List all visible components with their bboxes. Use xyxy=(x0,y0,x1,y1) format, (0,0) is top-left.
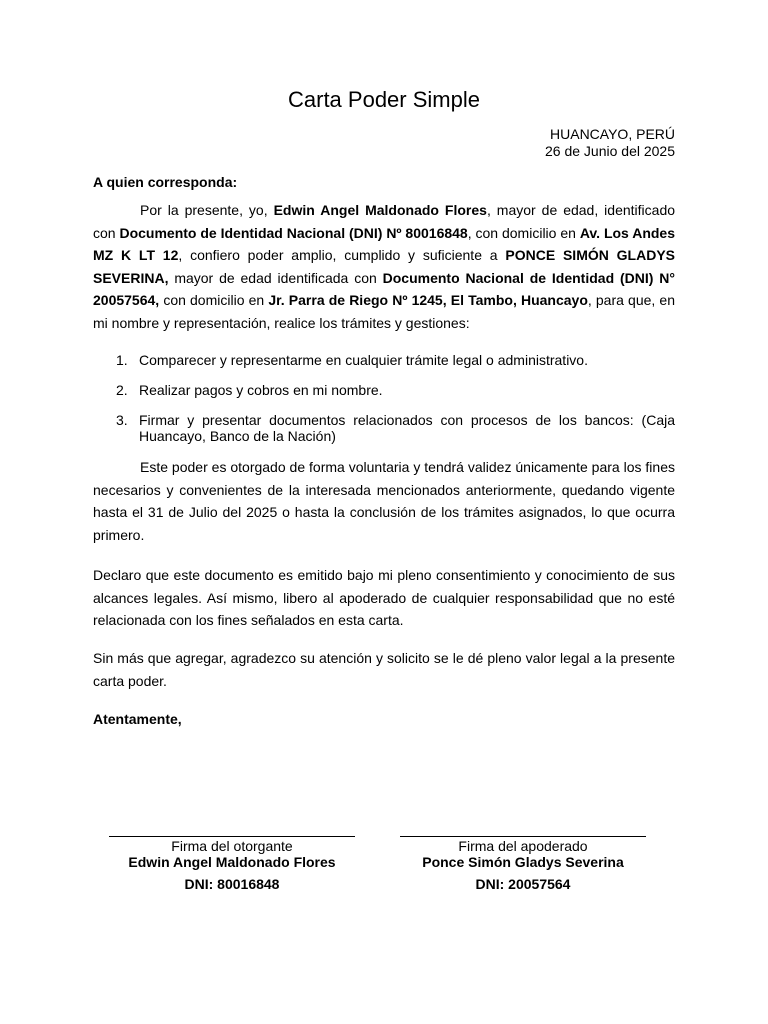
list-number: 2. xyxy=(116,382,128,398)
list-item xyxy=(93,382,675,398)
date: 26 de Junio del 2025 xyxy=(545,143,675,159)
signer-dni: DNI: 20057564 xyxy=(475,876,571,892)
declaration-paragraph: Declaro que este documento es emitido bajo mi pleno consentimiento y conocimiento de sus alcances legales. Así mismo, libero al apoderado de cualquier responsabilidad que no esté relacionada con los fines señalados en esta carta. xyxy=(93,567,675,628)
grant-paragraph xyxy=(93,199,675,334)
closing-salutation: Atentamente, xyxy=(93,711,182,727)
attorney-address: Jr. Parra de Riego Nº 1245, El Tambo, Huancayo xyxy=(268,292,588,308)
grant-text-1: Por la presente, yo, xyxy=(140,202,274,218)
grantor-signature-block xyxy=(109,836,355,893)
signer-dni: DNI: 80016848 xyxy=(184,876,280,892)
signature-line xyxy=(400,836,646,837)
signature-role: Firma del otorgante xyxy=(171,838,293,854)
grant-text-7: , para que, en mi nombre y representación, realice los trámites y gestiones: xyxy=(93,292,675,331)
validity-paragraph: Este poder es otorgado de forma voluntaria y tendrá validez únicamente para los fines necesarios y convenientes de la interesada mencionados anteriormente, quedando vigente hasta el 31 de Julio del 2025 o hasta la conclusión de los trámites asignados, lo que ocurra primero. xyxy=(93,459,675,543)
grant-text-2: , mayor de edad, identificado con xyxy=(93,202,676,241)
grant-text-5: mayor de edad identificada con xyxy=(168,269,383,286)
list-text: Firmar y presentar documentos relacionados con procesos de los bancos: (Caja Huancayo, Banco de la Nación) xyxy=(139,412,675,444)
document-title: Carta Poder Simple xyxy=(288,87,480,112)
grant-text-6: con domicilio en xyxy=(159,292,269,308)
signature-role: Firma del apoderado xyxy=(458,838,588,854)
grantor-name: Edwin Angel Maldonado Flores xyxy=(273,202,487,218)
grant-text-3: , con domicilio en xyxy=(467,224,580,241)
grantor-address: Av. Los Andes MZ K LT 12 xyxy=(93,224,676,263)
signer-name: Edwin Angel Maldonado Flores xyxy=(128,854,336,870)
salutation: A quien corresponda: xyxy=(93,174,238,190)
grantor-document: Documento de Identidad Nacional (DNI) Nº 80016848 xyxy=(119,224,468,241)
attorney-document: Documento Nacional de Identidad (DNI) N° 20057564, xyxy=(93,269,675,308)
powers-list xyxy=(93,352,675,458)
signature-line xyxy=(109,836,355,837)
list-text: Comparecer y representarme en cualquier trámite legal o administrativo. xyxy=(139,352,588,368)
list-number: 3. xyxy=(116,412,128,428)
list-item xyxy=(93,352,675,368)
attorney-signature-block xyxy=(400,836,646,893)
place-date-block xyxy=(545,126,675,160)
list-item xyxy=(93,412,675,444)
list-text: Realizar pagos y cobros en mi nombre. xyxy=(139,382,383,398)
attorney-name: PONCE SIMÓN GLADYS SEVERINA, xyxy=(93,247,675,286)
grant-text-4: , confiero poder amplio, cumplido y suficiente a xyxy=(178,247,506,263)
place: HUANCAYO, PERÚ xyxy=(550,126,675,142)
list-number: 1. xyxy=(116,352,128,368)
closing-paragraph: Sin más que agregar, agradezco su atención y solicito se le dé pleno valor legal a la presente carta poder. xyxy=(93,650,675,689)
signer-name: Ponce Simón Gladys Severina xyxy=(422,854,624,870)
